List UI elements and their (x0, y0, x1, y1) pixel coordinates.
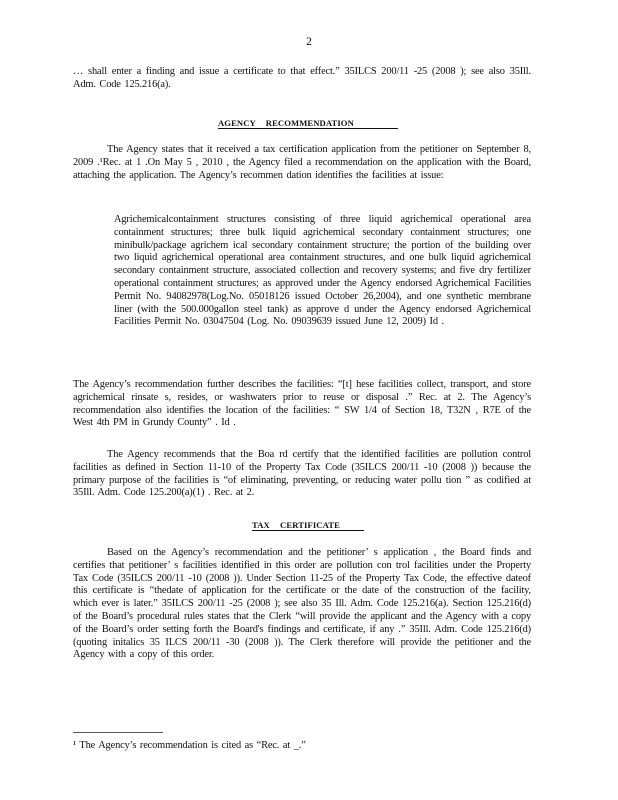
footnote-separator (73, 732, 163, 733)
footnote: ¹ The Agency’s recommendation is cited as “Rec. at _.” (73, 740, 306, 751)
quoted-facilities-description: Agrichemicalcontainment structures consisting of three liquid agrichemical operational area containment structures; three bulk liquid agrichemical secondary containment structures; one minibulk/package agrichem ical secondary containment structure; the portion of the building over two liquid agrichemical operational area containment structures, and one bulk liquid agrichemical secondary containment structure, associated collection and recovery systems; and five dry fertilizer operational containment structures; as approved under the Agency endorsed Agrichemical Facilities Permit No. 94082978(Log.No. 05018126 issued October 26,2004), and one synthetic membrane liner (with the 500.000gallon steel tank) as approve d under the Agency endorsed Agrichemical Facilities Permit No. 03047504 (Log. No. 09039639 issued June 12, 2009) Id . (114, 214, 531, 328)
paragraph-recommendation-describes: The Agency’s recommendation further describes the facilities: “[t] hese facilities collect, transport, and store agrichemical rinsate s, resides, or washwaters prior to reuse or disposal .” Rec. at 2. The Agency’s recommendation also identifies the location of the facilities: “ SW 1/4 of Section 18, T32N , R7E of the West 4th PM in Grundy County” . Id . (73, 379, 531, 429)
paragraph-agency-recommends: The Agency recommends that the Boa rd certify that the identified facilities are pollution control facilities as defined in Section 11-10 of the Property Tax Code (35ILCS 200/11 -10 (2008 )) because the primary purpose of the facilities is “of eliminating, preventing, or reducing water pollu tion ” as codified at 35Ill. Adm. Code 125.200(a)(1) . Rec. at 2. (73, 449, 531, 499)
paragraph-board-finds: Based on the Agency’s recommendation and the petitioner’ s application , the Board finds and certifies that petitioner’ s facilities identified in this order are pollution con trol facilities under the Property Tax Code (35ILCS 200/11 -10 (2008 )). Under Section 11-25 of the Property Tax Code, the effective dateof this certificate is “thedate of application for the certificate or the date of the construction of the facility, which ever is later.” 35ILCS 200/11 -25 (2008 ); see also 35 Ill. Adm. Code 125.216(a). Section 125.216(d) of the Board’s procedural rules states that the Clerk “will provide the applicant and the Agency with a copy of the Board’s order setting forth the Board's findings and certificate, if any .” 35Ill. Adm. Code 125.216(d) (quoting initalics 35 ILCS 200/11 -30 (2008 )). The Clerk therefore will provide the petitioner and the Agency with a copy of this order. (73, 547, 531, 661)
section-heading-tax-certificate: TAX CERTIFICATE (252, 520, 364, 531)
intro-text: … shall enter a finding and issue a certificate to that effect.” 35ILCS 200/11 -25 (2008 ); see also 35Ill. Adm. Code 125.216(a). (73, 66, 531, 90)
paragraph-agency-states: The Agency states that it received a tax certification application from the petitioner on September 8, 2009 .¹Rec. at 1 .On May 5 , 2010 , the Agency filed a recommendation on the application with the Board, attaching the application. The Agency’s recommen dation identifies the facilities at issue: (73, 144, 531, 181)
section-heading-agency-recommendation: AGENCY RECOMMENDATION (218, 118, 398, 129)
page-number: 2 (306, 36, 312, 48)
